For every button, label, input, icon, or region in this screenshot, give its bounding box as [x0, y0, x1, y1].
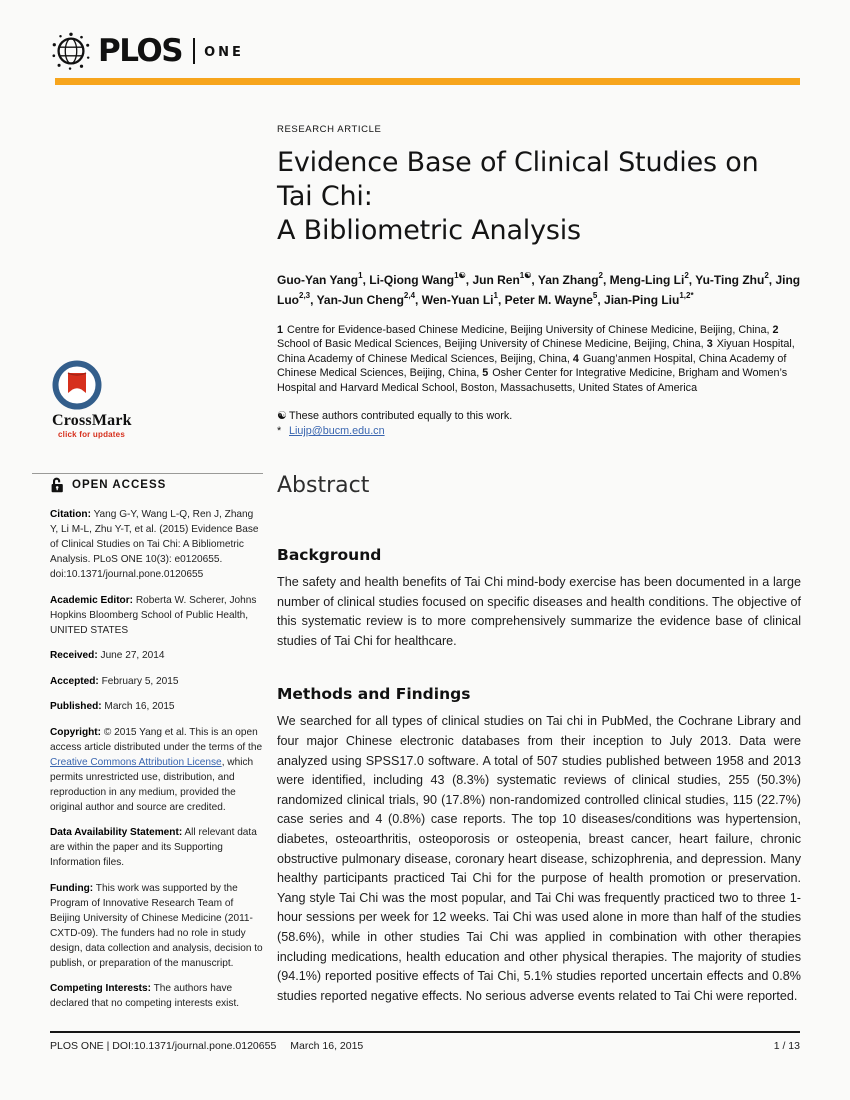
abstract-section [277, 685, 801, 1006]
author: Li-Qiong Wang$^{1☯}$ [369, 271, 466, 287]
sidebar-block-label: Accepted: [50, 675, 99, 687]
corresponding-author-symbol: * [277, 425, 282, 438]
author-superscript: 1 [358, 271, 363, 280]
author-superscript: 1,2* [679, 290, 694, 300]
author-superscript: 2 [598, 271, 603, 280]
abstract-sections [277, 546, 801, 1006]
affiliation-text: Guang’anmen Hospital, China Academy of Chinese Medical Sciences, Beijing, China, [277, 352, 787, 380]
sidebar-block: Academic Editor: Roberta W. Scherer, Johns Hopkins Bloomberg School of Public Health, UNITED STATES [50, 594, 257, 636]
author-superscript: 2 [764, 271, 769, 280]
article-title-line1: Evidence Base of Clinical Studies on Tai Chi: [277, 147, 759, 212]
sidebar-block-label: Copyright: [50, 726, 102, 738]
section-body: We searched for all types of clinical studies on Tai chi in PubMed, the Cochrane Library and four major Chinese electronic databases from their inception to July 2013. Data were analyzed using SPSS17.0 software. A total of 507 studies published between 1958 and 2013 were identified, including 43 (8.3%) systematic reviews of clinical studies, 255 (50.3%) randomized clinical trials, 90 (17.8%) non-randomized controlled clinical studies, 115 (22.7%) case series and 4 (0.8%) case reports. The top 10 diseases/conditions was hypertension, diabetes, osteoarthritis, osteoporosis or osteopenia, breast cancer, heart failure, chronic obstructive pulmonary disease, coronary heart disease, schizophrenia, and depression. Many healthy participants practiced Tai Chi for the purpose of health promotion or preservation. Yang style Tai Chi was the most popular, and Tai Chi was frequently practiced two to three 1-hour sessions per week for 12 weeks. Tai Chi was used alone in more than half of the studies (58.6%), while in other studies Tai Chi was applied in combination with other therapies including medications, health education and other physical therapies. The majority of studies (94.1%) reported positive effects of Tai Chi, 5.1% studies reported uncertain effects and 0.8% studies reported negative effects. No serious adverse events related to Tai Chi were reported. [277, 714, 801, 1003]
sidebar-block-label: Published: [50, 701, 102, 712]
header-accent-bar [55, 78, 800, 85]
author-superscript: 1☯ [519, 271, 532, 280]
sidebar-block-label: Citation: [50, 509, 91, 520]
author: Wen-Yuan Li$^1$ [421, 290, 498, 307]
footer-rule [50, 1031, 800, 1033]
author-notes [277, 409, 801, 439]
plos-wordmark: PLOS [98, 33, 183, 69]
sidebar-block: Copyright: © 2015 Yang et al. This is an open access article distributed under the terms of the Creative Commons Attribution License, which permits unrestricted use, distribution, and reproduction in any medium, provided the original author and source are credited. [50, 726, 263, 813]
section-heading: Methods and Findings [277, 685, 471, 704]
equal-contribution-symbol: ☯ [277, 410, 287, 423]
sidebar-block: Funding: This work was supported by the Program of Innovative Research Team of Beijing University of Chinese Medicine (2011-CXTD-09). The funders had no role in study design, data collection and analysis, decision to publish, or preparation of the manuscript. [50, 882, 263, 969]
author-superscript: 2 [684, 271, 689, 280]
author-superscript: 2,3 [299, 290, 311, 300]
equal-contribution-text: These authors contributed equally to this work. [289, 410, 513, 423]
author: Peter M. Wayne$^5$ [504, 290, 598, 307]
cc-license-link[interactable]: Creative Commons Attribution License [50, 756, 222, 768]
sidebar-block-label: Competing Interests: [50, 983, 151, 994]
sidebar-block: Received: June 27, 2014 [50, 650, 165, 661]
sidebar-block-label: Data Availability Statement: [50, 827, 183, 838]
footer-journal-doi: PLOS ONE | DOI:10.1371/journal.pone.0120655 [50, 1040, 277, 1052]
author-superscript: 1☯ [454, 271, 466, 280]
author-superscript: 1 [493, 290, 498, 300]
author: Yu-Ting Zhu$^2$ [695, 271, 769, 287]
footer-date: March 16, 2015 [290, 1040, 364, 1052]
sidebar-block: Data Availability Statement: All relevant data are within the paper and its Supporting Information files. [50, 827, 257, 868]
page-footer [50, 1040, 800, 1052]
sidebar-block: Accepted: February 5, 2015 [50, 675, 179, 687]
corresponding-email-link[interactable]: Liujp@bucm.edu.cn [289, 425, 385, 438]
author-superscript: 2,4 [403, 290, 416, 300]
affiliation-number: 4 [572, 352, 579, 365]
author-list: Guo-Yan Yang$^1$, Li-Qiong Wang$^{1☯}$, Jun Ren$^{1☯}$, Yan Zhang$^2$, Meng-Ling Li$^2$, Yu-Ting Zhu$^2$, Jing Luo$^{2,3}$, Yan-Jun Cheng$^{2,4}$, Wen-Yuan Li$^1$, Peter M. Wayne$^5$, Jian-Ping Liu$^{1,2*}$ [277, 271, 801, 307]
sidebar-block-label: Received: [50, 650, 98, 661]
article-title-line2: A Bibliometric Analysis [277, 215, 581, 246]
author: Yan-Jun Cheng$^{2,4}$ [316, 290, 416, 307]
footer-page-number: 1 / 13 [773, 1040, 800, 1052]
sidebar-block-label: Funding: [50, 882, 94, 894]
affiliation-text: Centre for Evidence-based Chinese Medicine, Beijing University of Chinese Medicine, Beijing, China, [284, 324, 773, 336]
sidebar-block: Published: March 16, 2015 [50, 701, 175, 712]
author: Jian-Ping Liu$^{1,2*}$ [604, 290, 694, 307]
article-type-kicker: RESEARCH ARTICLE [277, 124, 382, 135]
affiliation-number: 5 [482, 367, 489, 380]
sidebar-metadata-blocks [50, 507, 264, 1011]
plos-globe-icon [50, 30, 92, 72]
plos-logo [50, 28, 244, 74]
sidebar-divider [32, 473, 263, 474]
open-lock-icon [50, 476, 65, 493]
sidebar-block: Competing Interests: The authors have declared that no competing interests exist. [50, 983, 240, 1009]
logo-divider [193, 38, 195, 64]
one-wordmark: ONE [204, 44, 244, 60]
open-access-label: OPEN ACCESS [72, 478, 167, 491]
crossmark-subtitle: click for updates [58, 430, 125, 439]
affiliation-text: Osher Center for Integrative Medicine, Brigham and Women’s Hospital and Harvard Medical School, Boston, Massachusetts, United States of America [277, 367, 788, 394]
metadata-sidebar [50, 360, 264, 1022]
article-title [277, 146, 801, 248]
author: Yan Zhang$^2$ [537, 271, 603, 287]
article-body [277, 124, 801, 1006]
open-access-row [50, 476, 264, 493]
corresponding-author-note [277, 424, 801, 439]
affiliation-number: 3 [706, 338, 713, 351]
sidebar-block: Citation: Yang G-Y, Wang L-Q, Ren J, Zhang Y, Li M-L, Zhu Y-T, et al. (2015) Evidence Base of Clinical Studies on Tai Chi: A Bibliometric Analysis. PLoS ONE 10(3): e0120655. doi:10.1371/journal.pone.0120655 [50, 509, 259, 580]
section-body: The safety and health benefits of Tai Chi mind-body exercise has been documented in a large number of clinical studies focused on specific diseases and health conditions. The objective of this systematic review is to more comprehensively summarize the evidence base of clinical studies of Tai Chi for healthcare. [277, 575, 801, 648]
author: Jing Luo$^{2,3}$ [277, 273, 801, 307]
author: Jun Ren$^{1☯}$ [472, 271, 532, 287]
abstract-heading: Abstract [277, 473, 370, 499]
section-heading: Background [277, 546, 382, 565]
affiliation-text: School of Basic Medical Sciences, Beijing University of Chinese Medicine, Beijing, China, [277, 338, 707, 351]
author: Meng-Ling Li$^2$ [609, 271, 689, 287]
crossmark-title: CrossMark [52, 412, 132, 429]
affiliation-list [277, 323, 801, 395]
footer-citation [50, 1040, 363, 1052]
crossmark-icon [52, 360, 102, 410]
author: Guo-Yan Yang$^1$ [277, 271, 363, 287]
affiliation-text: Xiyuan Hospital, China Academy of Chinese Medical Sciences, Beijing, China, [277, 338, 795, 365]
crossmark-badge[interactable] [52, 360, 264, 439]
equal-contribution-note [277, 409, 801, 424]
author-superscript: 5 [592, 290, 598, 300]
affiliation-number: 2 [772, 324, 779, 336]
abstract-section [277, 546, 801, 651]
sidebar-block-label: Academic Editor: [50, 594, 134, 606]
affiliation-number: 1 [277, 324, 284, 336]
